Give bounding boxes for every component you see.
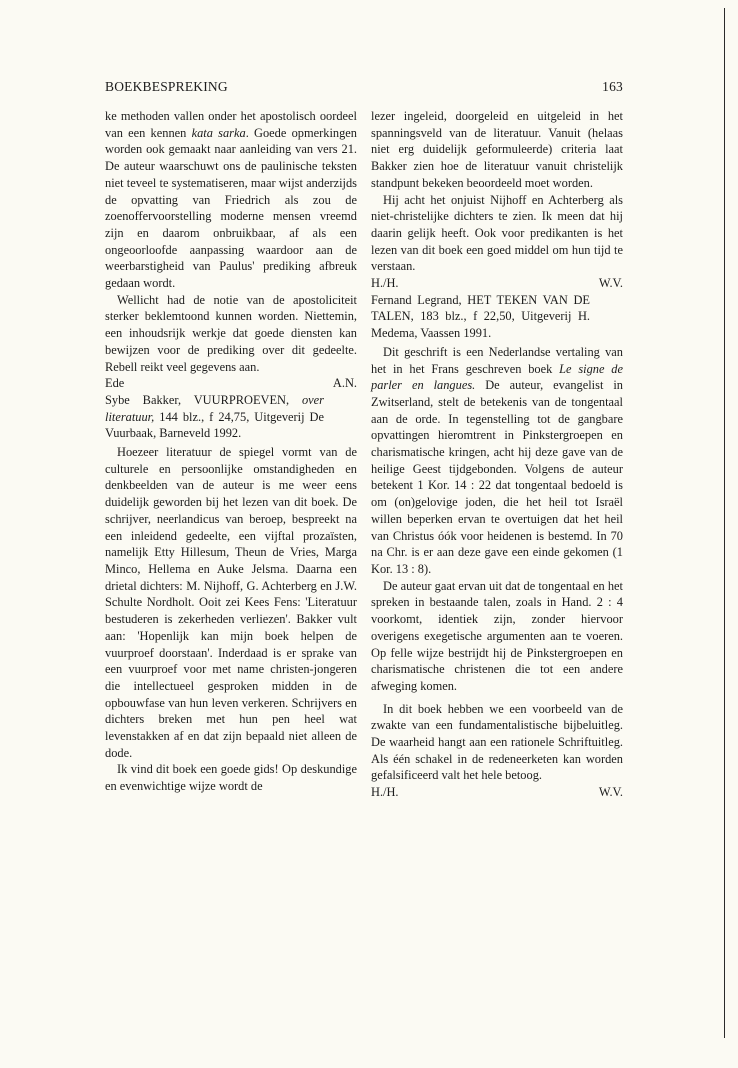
paragraph: Dit geschrift is een Nederlandse vertaling van het in het Frans geschreven boek Le signe de parler en langues. De auteur, evangelist in Zwitserland, stelt de betekenis van de tongentaal aan de orde. In tegenstelling tot de gangbare opvattingen hieromtrent in Pinkstergroepen en charismatische kringen, acht hij deze gave van de heilige Geest tijdgebonden. Volgens de auteur betekent 1 Kor. 14 : 22 dat tongentaal bedoeld is om (on)gelovige joden, die het heil tot Israël willen beperken ervan te overtuigen dat het heil van Christus óók voor heidenen is bestemd. In 70 na Chr. is er aan deze gave een einde gekomen (1 Kor. 13 : 8).: [371, 344, 623, 576]
signature-place: H./H.: [371, 276, 399, 291]
paragraph: In dit boek hebben we een voorbeeld van de zwakte van een fundamentalistische bijbeluitleg. De waarheid hangt aan een rationele Schriftuitleg. Als één schakel in de redeneerketen kan worden gefalsificeerd valt het hele betoog.: [371, 701, 623, 783]
paragraph: lezer ingeleid, doorgeleid en uitgeleid in het spanningsveld van de literatuur. Vanuit (helaas niet erg duidelijk geformuleerde) criteria laat Bakker zien hoe de literatuur vanuit christelijk standpunt bekeken beoordeeld moet worden.: [371, 109, 623, 190]
paragraph: Ik vind dit boek een goede gids! Op deskundige en evenwichtige wijze wordt de: [105, 762, 357, 794]
paragraph: Hoezeer literatuur de spiegel vormt van de culturele en persoonlijke omstandigheden en denkbeelden van de auteur is me weer eens duidelijk geworden bij het lezen van dit boek. De schrijver, neerlandicus van beroep, bespreekt na een inleidend gedeelte, een vijftal prozaïsten, namelijk Etty Hillesum, Theun de Vries, Marga Minco, Hellema en Auke Jelsma. Daarna een drietal dichters: M. Nijhoff, G. Achterberg en J.W. Schulte Nordholt. Ooit zei Kees Fens: 'Literatuur bestuderen is zekerheden verliezen'. Bakker vult aan: 'Hopenlijk kan mijn boek helpen de vuurproef doorstaan'. Inderdaad is er sprake van een vuurproef voor met name christen-jongeren die intellectueel gesproken midden in de opbouwfase van hun leven verkeren. Schrijvers en dichters breken met hun pen heel wat levenstakken af en dat zijn bepaald niet alleen de dode.: [105, 445, 357, 760]
page-number: 163: [602, 79, 623, 94]
review-signature: [105, 375, 357, 392]
review-signature: [371, 275, 623, 292]
signature-initials: W.V.: [598, 785, 623, 800]
review-signature: [371, 784, 623, 801]
book-reference: Sybe Bakker, VUURPROEVEN, over literatuur, 144 blz., f 24,75, Uitgeverij De Vuurbaak, Barneveld 1992.: [105, 392, 324, 441]
signature-place: Ede: [105, 376, 125, 391]
paragraph: ke methoden vallen onder het apostolisch oordeel van een kennen kata sarka. Goede opmerkingen worden ook gemaakt naar aanleiding van vers 21. De auteur waarschuwt ons de paulinische teksten niet teveel te systematiseren, maar wijst anderzijds de opvatting van Friedrich als zou de zoenoffervoorstelling moderne mensen vreemd zijn en daarom onbruikbaar, af als een ongeoorloofde aanpassing waardoor aan de weerbarstigheid van Paulus' prediking afbreuk gedaan wordt.: [105, 109, 357, 291]
section-title: BOEKBESPREKING: [105, 79, 228, 94]
page-edge-line: [724, 8, 725, 1038]
signature-place: H./H.: [371, 785, 399, 800]
right-column: [371, 108, 623, 801]
left-column: [105, 108, 357, 795]
paragraph: Wellicht had de notie van de apostoliciteit sterker beklemtoond kunnen worden. Niettemin, een inhoudsrijk werkje dat goede diensten kan bewijzen voor de prediking over dit gedeelte. Rebell reikt veel gegevens aan.: [105, 292, 357, 374]
running-header: [105, 79, 623, 95]
paragraph: Hij acht het onjuist Nijhoff en Achterberg als niet-christelijke dichters te zien. Ik meen dat hij daarin gelijk heeft. Ook voor predikanten is het lezen van dit boek een goed middel om hun tijd te verstaan.: [371, 192, 623, 274]
signature-initials: A.N.: [332, 376, 357, 391]
book-reference: Fernand Legrand, HET TEKEN VAN DE TALEN, 183 blz., f 22,50, Uitgeverij H. Medema, Vaassen 1991.: [371, 292, 590, 341]
paragraph: De auteur gaat ervan uit dat de tongentaal en het spreken in bestaande talen, zoals in Hand. 2 : 4 voorkomt, identiek zijn, zonder hiervoor overigens exegetische argumenten aan te voeren. Op felle wijze bestrijdt hij de Pinkstergroepen en charismatische christenen die tot een andere afweging komen.: [371, 578, 623, 693]
signature-initials: W.V.: [598, 276, 623, 291]
